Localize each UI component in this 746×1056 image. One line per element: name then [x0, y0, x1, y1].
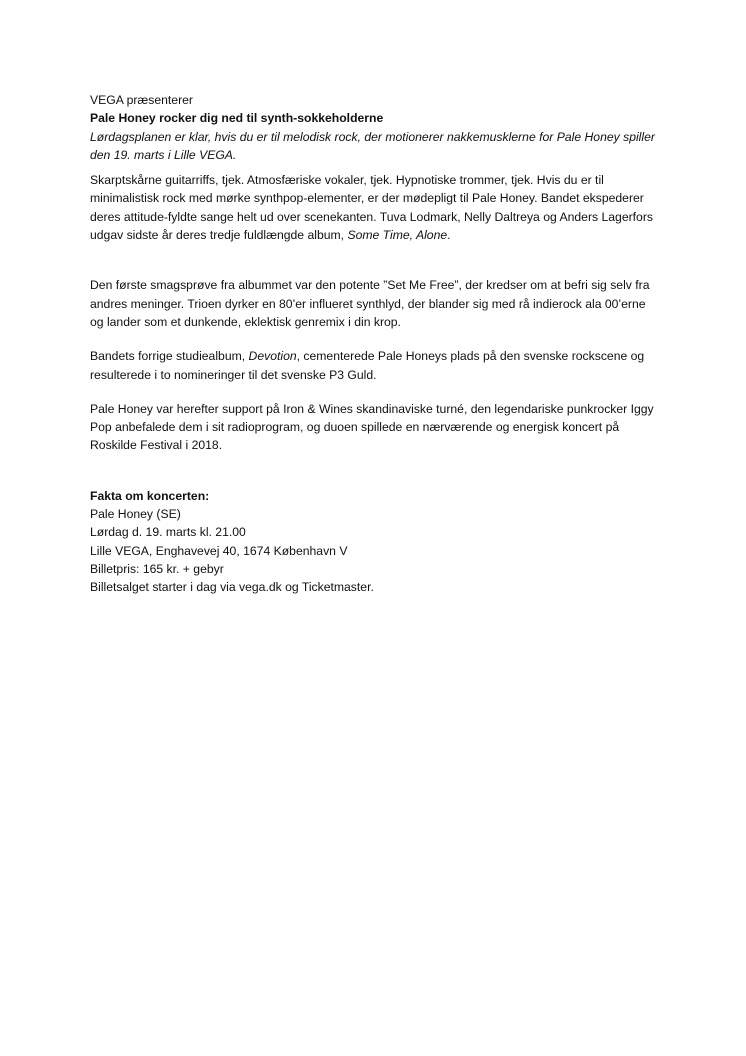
- facts-line-artist: Pale Honey (SE): [90, 507, 181, 522]
- paragraph-first-single: Den første smagsprøve fra albummet var den potente ”Set Me Free”, der kredser om at befri sig selv fra andres meninger. Trioen dyrker en 80’er influeret synthlyd, der blander sig med rå indierock ala 00’erne og lander som et dunkende, eklektisk genremix i din krop.: [90, 278, 650, 329]
- headline: Pale Honey rocker dig ned til synth-sokkeholderne: [90, 111, 384, 126]
- facts-heading: Fakta om koncerten:: [90, 488, 210, 503]
- paragraph-support: Pale Honey var herefter support på Iron & Wines skandinaviske turné, den legendariske punkrocker Iggy Pop anbefalede dem i sit radioprogram, og duoen spillede en nærværende og energisk koncert på Roskilde Festival i 2018.: [90, 401, 654, 453]
- paragraph-previous-album-rest: , cementerede Pale Honeys plads på den svenske rockscene og resulterede i to nomineringer til det svenske P3 Guld.: [90, 349, 645, 382]
- facts-line-venue: Lille VEGA, Enghavevej 40, 1674 København V: [90, 543, 348, 558]
- album-title-some-time-alone: Some Time, Alone: [347, 228, 448, 243]
- facts-line-ticket-sale: Billetsalget starter i dag via vega.dk og Ticketmaster.: [90, 580, 374, 595]
- paragraph-intro-end: .: [447, 228, 451, 243]
- lead-paragraph: Lørdagsplanen er klar, hvis du er til melodisk rock, der motionerer nakkemusklerne for Pale Honey spiller den 19. marts i Lille VEGA.: [90, 129, 655, 162]
- paragraph-intro: [90, 171, 656, 244]
- paragraph-previous-album-start: Bandets forrige studiealbum,: [90, 349, 249, 364]
- paragraph-intro-text: Skarptskårne guitarriffs, tjek. Atmosfæriske vokaler, tjek. Hypnotiske trommer, tjek. Hvis du er til minimalistisk rock med mørke synthpop-elementer, er der mødepligt til Pale Honey. Bandet ekspederer deres attitude-fyldte sange helt ud over scenekanten. Tuva Lodmark, Nelly Daltreya og Anders Lagerfors udgav sidste år deres tredje fuldlængde album,: [90, 173, 653, 243]
- paragraph-previous-album: [90, 347, 656, 384]
- album-title-devotion: Devotion: [248, 349, 297, 364]
- facts-line-date: Lørdag d. 19. marts kl. 21.00: [90, 525, 246, 540]
- facts-line-price: Billetpris: 165 kr. + gebyr: [90, 561, 224, 576]
- presenter-line: VEGA præsenterer: [90, 93, 193, 107]
